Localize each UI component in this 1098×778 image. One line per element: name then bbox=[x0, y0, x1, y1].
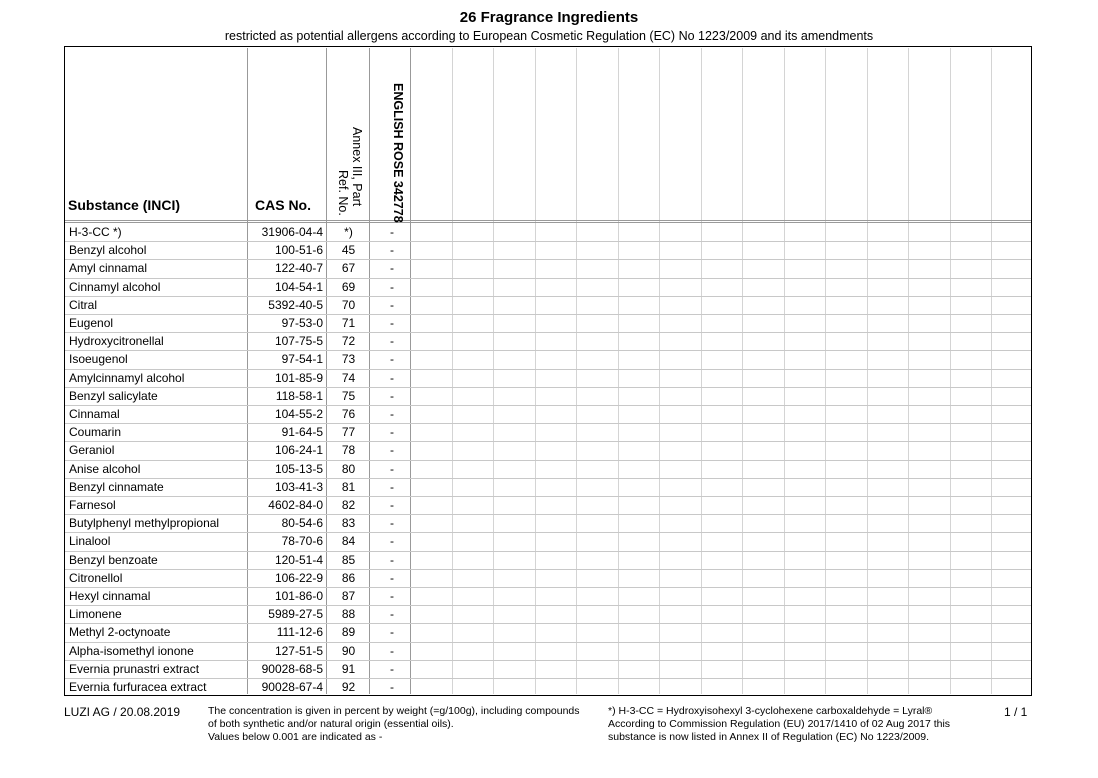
empty-column-divider bbox=[825, 48, 826, 694]
cas-number-cell: 90028-68-5 bbox=[261, 662, 323, 676]
substance-cell: Benzyl alcohol bbox=[69, 243, 147, 257]
substance-cell: Benzyl salicylate bbox=[69, 389, 158, 403]
substance-cell: Isoeugenol bbox=[69, 352, 128, 366]
cas-number-cell: 91-64-5 bbox=[281, 425, 323, 439]
substance-cell: Amylcinnamyl alcohol bbox=[69, 371, 185, 385]
table-row bbox=[65, 660, 410, 678]
table-row bbox=[65, 642, 410, 660]
annex-ref-cell: 86 bbox=[341, 571, 356, 585]
annex-ref-cell: 80 bbox=[341, 462, 356, 476]
cas-number-cell: 103-41-3 bbox=[274, 480, 323, 494]
table-row bbox=[65, 259, 410, 277]
cas-number-cell: 97-53-0 bbox=[281, 316, 323, 330]
substance-cell: Hydroxycitronellal bbox=[69, 334, 164, 348]
empty-column-divider bbox=[701, 48, 702, 694]
cas-number-cell: 78-70-6 bbox=[281, 534, 323, 548]
substance-cell: Amyl cinnamal bbox=[69, 261, 148, 275]
concentration-cell: - bbox=[390, 480, 394, 494]
table-row bbox=[65, 223, 410, 241]
empty-column-divider bbox=[659, 48, 660, 694]
table-row bbox=[65, 369, 410, 387]
annex-ref-cell: 81 bbox=[341, 480, 356, 494]
cas-number-cell: 100-51-6 bbox=[274, 243, 323, 257]
concentration-cell: - bbox=[390, 498, 394, 512]
table-row bbox=[65, 332, 410, 350]
substance-cell: Evernia prunastri extract bbox=[69, 662, 200, 676]
annex-ref-cell: 76 bbox=[341, 407, 356, 421]
annex-ref-cell: 69 bbox=[341, 280, 356, 294]
concentration-cell: - bbox=[390, 662, 394, 676]
empty-column-divider bbox=[784, 48, 785, 694]
empty-column-divider bbox=[908, 48, 909, 694]
table-row bbox=[65, 460, 410, 478]
substance-cell: Citronellol bbox=[69, 571, 123, 585]
concentration-cell: - bbox=[390, 261, 394, 275]
substance-cell: Anise alcohol bbox=[69, 462, 141, 476]
cas-number-cell: 106-24-1 bbox=[274, 443, 323, 457]
table-row bbox=[65, 478, 410, 496]
concentration-cell: - bbox=[390, 462, 394, 476]
annex-ref-cell: 85 bbox=[341, 553, 356, 567]
empty-column-divider bbox=[493, 48, 494, 694]
cas-number-cell: 101-86-0 bbox=[274, 589, 323, 603]
table-row bbox=[65, 387, 410, 405]
table-row bbox=[65, 623, 410, 641]
annex-ref-cell: 73 bbox=[341, 352, 356, 366]
table-row bbox=[65, 496, 410, 514]
substance-cell: Methyl 2-octynoate bbox=[69, 625, 171, 639]
document-title: 26 Fragrance Ingredients bbox=[459, 9, 639, 26]
concentration-cell: - bbox=[390, 407, 394, 421]
substance-cell: Geraniol bbox=[69, 443, 115, 457]
empty-column-divider bbox=[742, 48, 743, 694]
annex-ref-cell: 82 bbox=[341, 498, 356, 512]
annex-ref-cell: *) bbox=[344, 225, 353, 239]
concentration-cell: - bbox=[390, 553, 394, 567]
annex-ref-cell: 77 bbox=[341, 425, 356, 439]
header-divider bbox=[65, 220, 1031, 221]
annex-ref-cell: 70 bbox=[341, 298, 356, 312]
substance-cell: Butylphenyl methylpropional bbox=[69, 516, 220, 530]
cas-number-cell: 105-13-5 bbox=[274, 462, 323, 476]
cas-number-cell: 101-85-9 bbox=[274, 371, 323, 385]
footer-company-date: LUZI AG / 20.08.2019 bbox=[64, 705, 181, 719]
cas-number-cell: 107-75-5 bbox=[274, 334, 323, 348]
table-row bbox=[65, 405, 410, 423]
table-row bbox=[65, 314, 410, 332]
concentration-cell: - bbox=[390, 625, 394, 639]
cas-number-cell: 104-55-2 bbox=[274, 407, 323, 421]
column-header-cas: CAS No. bbox=[255, 197, 311, 213]
concentration-cell: - bbox=[390, 589, 394, 603]
concentration-cell: - bbox=[390, 225, 394, 239]
empty-column-divider bbox=[867, 48, 868, 694]
empty-column-divider bbox=[576, 48, 577, 694]
annex-ref-cell: 67 bbox=[341, 261, 356, 275]
page-number: 1 / 1 bbox=[1004, 705, 1028, 719]
cas-number-cell: 97-54-1 bbox=[281, 352, 323, 366]
cas-number-cell: 31906-04-4 bbox=[261, 225, 323, 239]
table-row bbox=[65, 296, 410, 314]
annex-ref-cell: 72 bbox=[341, 334, 356, 348]
annex-ref-cell: 84 bbox=[341, 534, 356, 548]
annex-ref-cell: 74 bbox=[341, 371, 356, 385]
substance-cell: Citral bbox=[69, 298, 98, 312]
table-row bbox=[65, 441, 410, 459]
concentration-cell: - bbox=[390, 644, 394, 658]
annex-ref-cell: 45 bbox=[341, 243, 356, 257]
table-row bbox=[65, 350, 410, 368]
substance-cell: Limonene bbox=[69, 607, 122, 621]
annex-ref-cell: 87 bbox=[341, 589, 356, 603]
footer-footnote-line: *) H-3-CC = Hydroxyisohexyl 3-cyclohexene carboxaldehyde = Lyral® bbox=[608, 705, 933, 717]
annex-ref-cell: 88 bbox=[341, 607, 356, 621]
cas-number-cell: 4602-84-0 bbox=[268, 498, 323, 512]
cas-number-cell: 122-40-7 bbox=[274, 261, 323, 275]
cas-number-cell: 106-22-9 bbox=[274, 571, 323, 585]
table-row bbox=[65, 278, 410, 296]
empty-column-divider bbox=[991, 48, 992, 694]
concentration-cell: - bbox=[390, 371, 394, 385]
cas-number-cell: 118-58-1 bbox=[275, 389, 323, 403]
substance-cell: Alpha-isomethyl ionone bbox=[69, 644, 194, 658]
column-header-product: ENGLISH ROSE 342778 bbox=[391, 83, 405, 223]
footer-note-line: The concentration is given in percent by weight (=g/100g), including compounds bbox=[208, 705, 580, 717]
table-row bbox=[65, 605, 410, 623]
substance-cell: Linalool bbox=[69, 534, 111, 548]
annex-ref-cell: 78 bbox=[341, 443, 356, 457]
table-row bbox=[65, 241, 410, 259]
footer-footnote-line: substance is now listed in Annex II of Regulation (EC) No 1223/2009. bbox=[608, 731, 930, 743]
annex-ref-cell: 91 bbox=[341, 662, 356, 676]
concentration-cell: - bbox=[390, 443, 394, 457]
cas-number-cell: 120-51-4 bbox=[274, 553, 323, 567]
substance-cell: Cinnamyl alcohol bbox=[69, 280, 161, 294]
substance-cell: Benzyl cinnamate bbox=[69, 480, 164, 494]
annex-ref-cell: 75 bbox=[341, 389, 356, 403]
empty-column-divider bbox=[950, 48, 951, 694]
cas-number-cell: 5392-40-5 bbox=[268, 298, 323, 312]
column-header-ref-line1: Annex III, Part bbox=[350, 127, 364, 207]
substance-cell: Evernia furfuracea extract bbox=[69, 680, 207, 694]
substance-cell: Eugenol bbox=[69, 316, 114, 330]
substance-cell: Benzyl benzoate bbox=[69, 553, 158, 567]
concentration-cell: - bbox=[390, 516, 394, 530]
table-row bbox=[65, 423, 410, 441]
concentration-cell: - bbox=[390, 280, 394, 294]
substance-cell: H-3-CC *) bbox=[69, 225, 122, 239]
table-row bbox=[65, 678, 410, 696]
concentration-cell: - bbox=[390, 571, 394, 585]
cas-number-cell: 80-54-6 bbox=[281, 516, 323, 530]
table-row bbox=[65, 532, 410, 550]
table-row bbox=[65, 569, 410, 587]
empty-column-divider bbox=[618, 48, 619, 694]
footer-footnote-line: According to Commission Regulation (EU) 2017/1410 of 02 Aug 2017 this bbox=[608, 718, 951, 730]
empty-column-divider bbox=[535, 48, 536, 694]
cas-number-cell: 111-12-6 bbox=[276, 625, 323, 639]
empty-column-divider bbox=[452, 48, 453, 694]
substance-cell: Farnesol bbox=[69, 498, 116, 512]
footer-footnote bbox=[608, 705, 950, 744]
concentration-cell: - bbox=[390, 316, 394, 330]
cas-number-cell: 127-51-5 bbox=[274, 644, 323, 658]
footer-note-line: Values below 0.001 are indicated as - bbox=[208, 731, 383, 743]
concentration-cell: - bbox=[390, 607, 394, 621]
table-row bbox=[65, 514, 410, 532]
column-header-substance: Substance (INCI) bbox=[68, 197, 181, 213]
column-header-ref-line2: Ref. No. bbox=[336, 170, 350, 216]
annex-ref-cell: 89 bbox=[341, 625, 356, 639]
document-subtitle: restricted as potential allergens according to European Cosmetic Regulation (EC) No 1223/2009 and its amendments bbox=[224, 29, 874, 43]
annex-ref-cell: 71 bbox=[341, 316, 356, 330]
footer-note bbox=[208, 705, 580, 744]
concentration-cell: - bbox=[390, 298, 394, 312]
concentration-cell: - bbox=[390, 243, 394, 257]
cas-number-cell: 5989-27-5 bbox=[268, 607, 323, 621]
concentration-cell: - bbox=[390, 352, 394, 366]
substance-cell: Cinnamal bbox=[69, 407, 120, 421]
table-row bbox=[65, 587, 410, 605]
cas-number-cell: 104-54-1 bbox=[274, 280, 323, 294]
concentration-cell: - bbox=[390, 680, 394, 694]
annex-ref-cell: 90 bbox=[341, 644, 356, 658]
annex-ref-cell: 92 bbox=[341, 680, 356, 694]
concentration-cell: - bbox=[390, 389, 394, 403]
cas-number-cell: 90028-67-4 bbox=[261, 680, 323, 694]
substance-cell: Coumarin bbox=[69, 425, 122, 439]
concentration-cell: - bbox=[390, 425, 394, 439]
footer-note-line: of both synthetic and/or natural origin (essential oils). bbox=[208, 718, 454, 730]
concentration-cell: - bbox=[390, 334, 394, 348]
table-row bbox=[65, 551, 410, 569]
substance-cell: Hexyl cinnamal bbox=[69, 589, 151, 603]
annex-ref-cell: 83 bbox=[341, 516, 356, 530]
concentration-cell: - bbox=[390, 534, 394, 548]
